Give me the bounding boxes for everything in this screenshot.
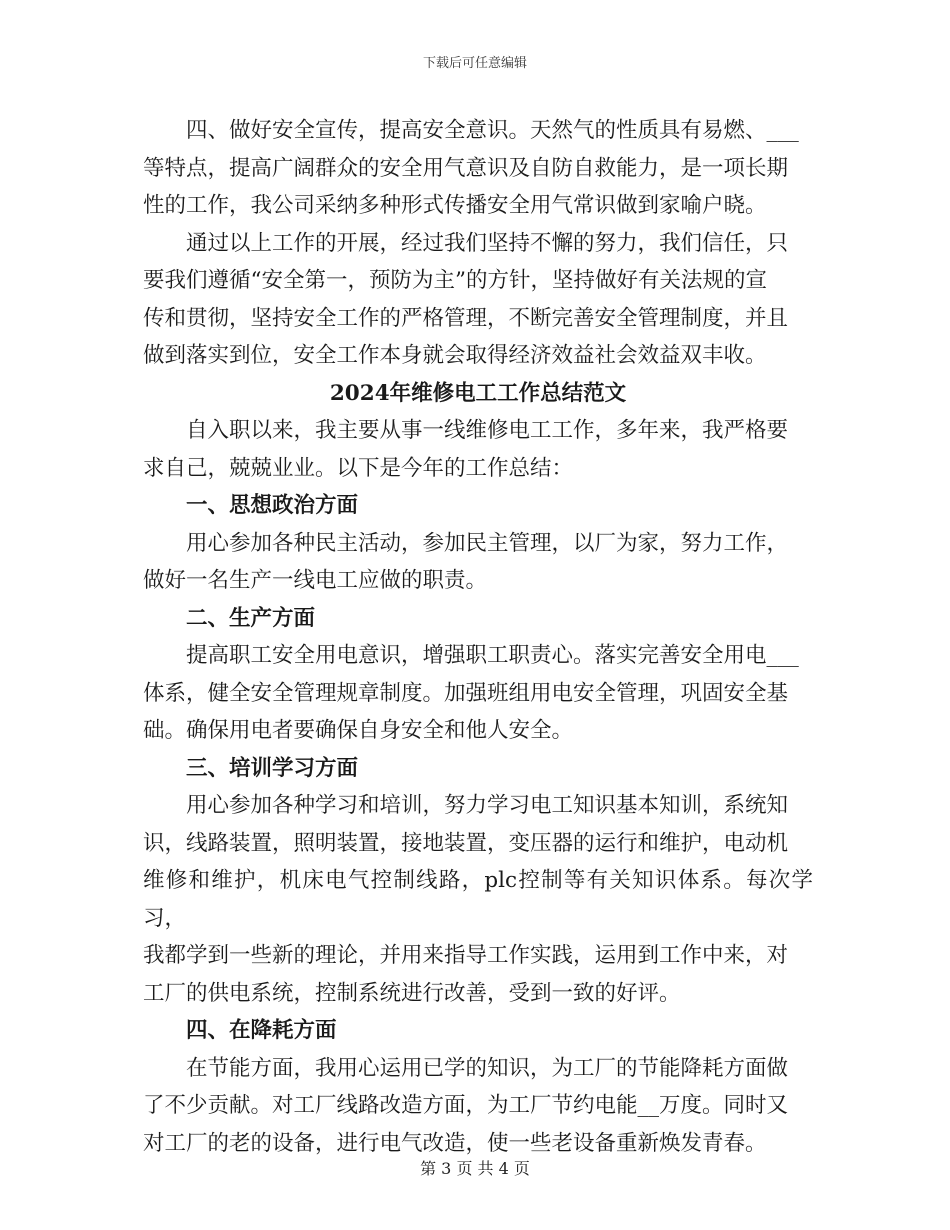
page-header: 下载后可任意编辑 (422, 56, 527, 71)
section-heading: 一、思想政治方面 (186, 493, 359, 518)
section-paragraph: 提高职工安全用电意识，增强职工职责心。落实完善安全用电___ 体系，健全安全管理规章制度。加强班组用电安全管理，巩固安全基 础。确保用电者要确保自身安全和他人安全。 (143, 643, 799, 743)
section-heading: 二、生产方面 (186, 605, 316, 631)
section-paragraph: 用心参加各种学习和培训，努力学习电工知识基本知训，系统知 识，线路装置，照明装置，接地装置，变压器的运行和维护，电动机 维修和维护，机床电气控制线路，plc控制等有关知识体系。每次学习， 我都学到一些新的理论，并用来指导工作实践，运用到工作中来，对 工厂的供电系统，控制系统进行改善，受到一致的好评。 (143, 793, 813, 1006)
page-footer: 第 3 页 共 4 页 (420, 1159, 530, 1178)
document-body (143, 112, 813, 1162)
section-paragraph: 在节能方面，我用心运用已学的知识，为工厂的节能降耗方面做 了不少贡献。对工厂线路改造方面，为工厂节约电能__万度。同时又 对工厂的老的设备，进行电气改造，使一些老设备重新焕发青春。 (143, 1055, 789, 1156)
document-title: 2024年维修电工工作总结范文 (329, 380, 627, 406)
section-heading: 三、培训学习方面 (186, 755, 359, 781)
paragraph: 四、做好安全宣传，提高安全意识。天然气的性质具有易燃、___ 等特点，提高广阔群众的安全用气意识及自防自救能力，是一项长期 性的工作，我公司采纳多种形式传播安全用气常识做到家喻户晓。 (143, 118, 799, 218)
section-paragraph: 用心参加各种民主活动，参加民主管理，以厂为家，努力工作， 做好一名生产一线电工应做的职责。 (143, 530, 789, 593)
intro-paragraph: 自入职以来，我主要从事一线维修电工工作，多年来，我严格要 求自己，兢兢业业。以下是今年的工作总结： (143, 418, 789, 481)
paragraph: 通过以上工作的开展，经过我们坚持不懈的努力，我们信任，只 要我们遵循“安全第一，预防为主”的方针，坚持做好有关法规的宣 传和贯彻，坚持安全工作的严格管理，不断完善安全管理制度，并且 做到落实到位，安全工作本身就会取得经济效益社会效益双丰收。 (143, 230, 789, 368)
section-heading: 四、在降耗方面 (186, 1018, 337, 1043)
